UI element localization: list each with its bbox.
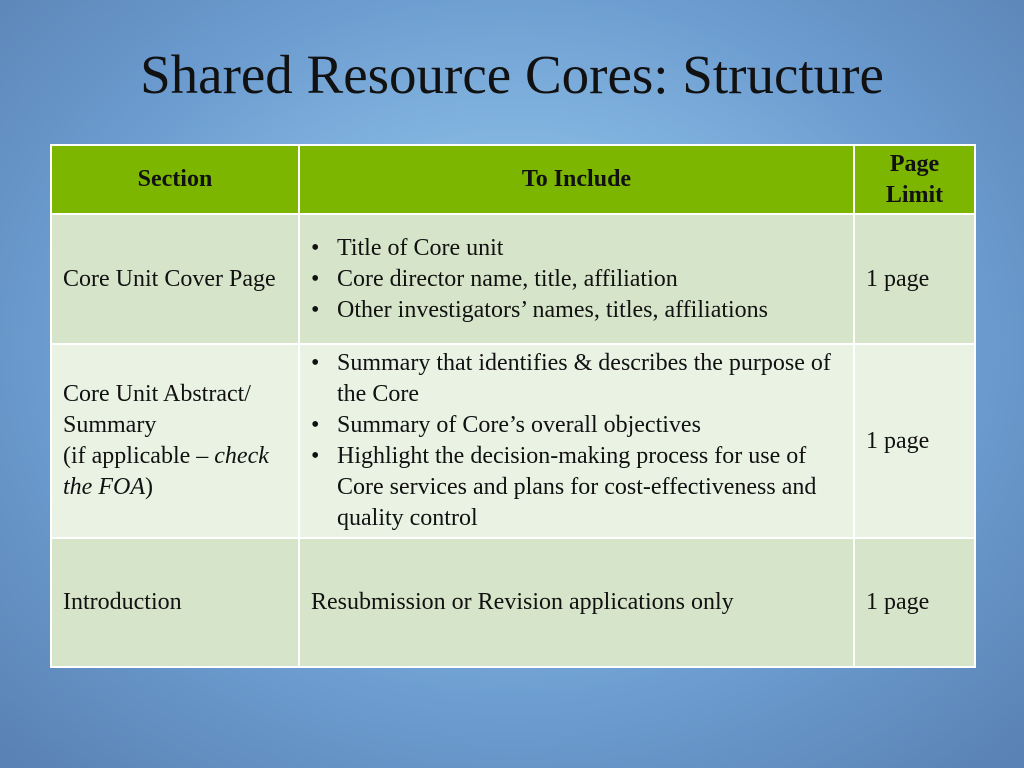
list-item: • Summary that identifies & describes the purpose of the Core <box>311 348 842 410</box>
page-limit-cell: 1 page <box>854 538 975 667</box>
table-row <box>51 214 975 344</box>
page-limit-cell: 1 page <box>854 344 975 538</box>
section-cell <box>51 344 299 538</box>
column-header-page-limit: Page Limit <box>854 145 975 214</box>
section-cell: Core Unit Cover Page <box>51 214 299 344</box>
list-item: • Highlight the decision-making process for use of Core services and plans for cost-effectiveness and quality control <box>311 441 842 534</box>
include-cell <box>299 214 854 344</box>
structure-table <box>50 144 976 668</box>
table-row <box>51 344 975 538</box>
list-item: • Summary of Core’s overall objectives <box>311 410 842 441</box>
list-item: • Title of Core unit <box>311 233 842 264</box>
list-item: • Other investigators’ names, titles, affiliations <box>311 295 842 326</box>
table-header-row <box>51 145 975 214</box>
note-prefix: (if applicable – <box>63 443 215 469</box>
include-list <box>311 348 842 534</box>
column-header-to-include: To Include <box>299 145 854 214</box>
include-list <box>311 233 842 326</box>
section-label: Core Unit Abstract/ Summary <box>63 381 251 438</box>
section-cell: Introduction <box>51 538 299 667</box>
include-cell <box>299 344 854 538</box>
slide-title: Shared Resource Cores: Structure <box>140 44 884 105</box>
column-header-section: Section <box>51 145 299 214</box>
list-item: • Core director name, title, affiliation <box>311 264 842 295</box>
page-limit-cell: 1 page <box>854 214 975 344</box>
section-note <box>63 441 287 503</box>
note-italic: check the FOA <box>63 443 269 500</box>
table-row <box>51 538 975 667</box>
note-suffix: ) <box>144 474 153 500</box>
include-cell: Resubmission or Revision applications only <box>299 538 854 667</box>
